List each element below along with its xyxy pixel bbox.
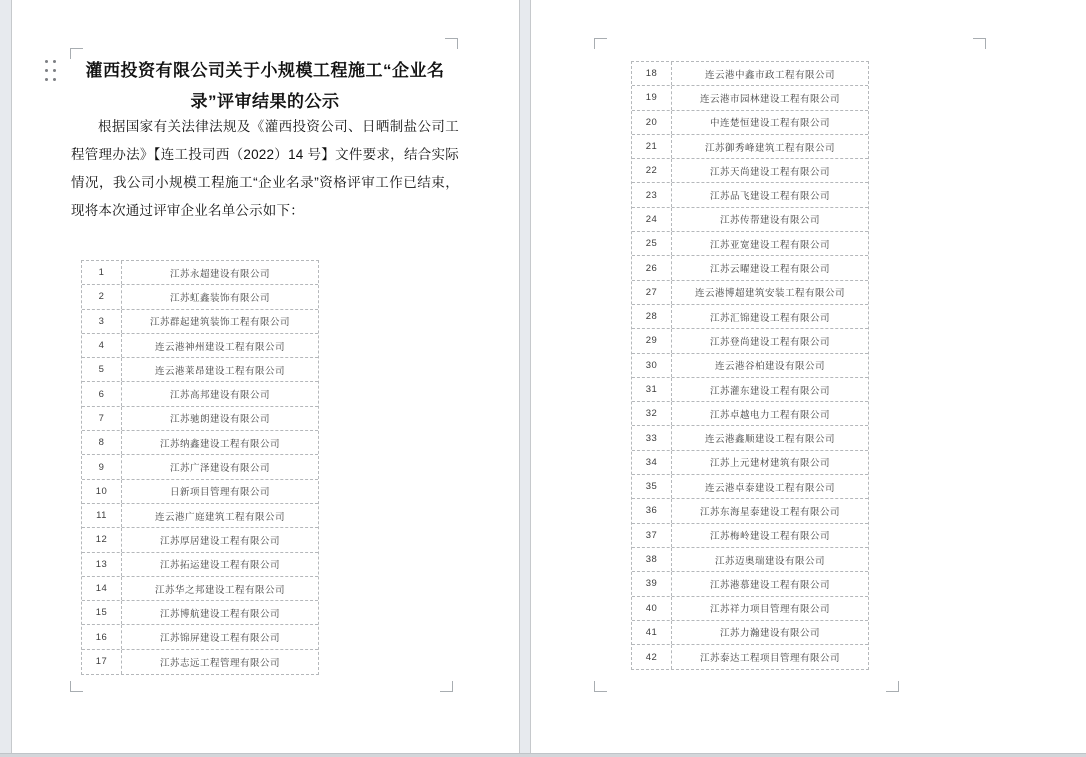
row-number: 37 (632, 524, 672, 547)
table-row (82, 285, 318, 309)
table-row (632, 305, 868, 329)
table-row (632, 86, 868, 110)
company-name: 江苏华之邦建设工程有限公司 (154, 584, 285, 596)
table-row (632, 402, 868, 426)
company-name: 连云港卓泰建设工程有限公司 (704, 482, 835, 494)
company-name: 江苏天尚建设工程有限公司 (709, 166, 830, 178)
text-boundary-corner-mark (973, 38, 986, 49)
company-name: 连云港神州建设工程有限公司 (154, 341, 285, 353)
company-name: 江苏祥力项目管理有限公司 (709, 604, 830, 616)
company-name: 江苏迈奥瑞建设有限公司 (714, 555, 825, 567)
table-row (82, 455, 318, 479)
table-row (82, 601, 318, 625)
row-number: 21 (632, 135, 672, 158)
table-row (632, 426, 868, 450)
company-name: 江苏拓运建设工程有限公司 (159, 560, 280, 572)
row-number: 36 (632, 499, 672, 522)
company-name: 江苏传帮建设有限公司 (719, 215, 820, 227)
table-row (632, 378, 868, 402)
company-name: 江苏卓越电力工程有限公司 (709, 409, 830, 421)
company-name: 江苏品飞建设工程有限公司 (709, 191, 830, 203)
row-number: 31 (632, 378, 672, 401)
row-number: 16 (82, 625, 122, 648)
company-name: 江苏汇锦建设工程有限公司 (709, 312, 830, 324)
document-paragraph: 根据国家有关法律法规及《灌西投资公司、日晒制盐公司工程管理办法》【连工投司西（2022）14 号】文件要求，结合实际情况，我公司小规模工程施工“企业名录”资格评审工作已结束，现将本次通过评审企业名单公示如下： (71, 119, 459, 218)
table-row (82, 261, 318, 285)
company-name: 江苏纳鑫建设工程有限公司 (159, 438, 280, 450)
company-name: 中连楚恒建设工程有限公司 (709, 118, 830, 130)
row-number: 27 (632, 281, 672, 304)
row-number: 33 (632, 426, 672, 449)
company-name: 江苏上元建材建筑有限公司 (709, 458, 830, 470)
row-number: 15 (82, 601, 122, 624)
company-name: 江苏群起建筑装饰工程有限公司 (149, 317, 290, 329)
bottom-scroll-strip[interactable] (0, 753, 1086, 757)
table-row (82, 625, 318, 649)
text-boundary-corner-mark (594, 681, 607, 692)
company-name: 江苏永超建设有限公司 (169, 268, 270, 280)
row-number: 9 (82, 455, 122, 478)
company-name: 江苏港慕建设工程有限公司 (709, 579, 830, 591)
row-number: 2 (82, 285, 122, 308)
company-name: 江苏御秀峰建筑工程有限公司 (704, 142, 835, 154)
company-name: 江苏梅岭建设工程有限公司 (709, 531, 830, 543)
table-row (82, 310, 318, 334)
text-boundary-corner-mark (445, 38, 458, 49)
row-number: 41 (632, 621, 672, 644)
row-number: 29 (632, 329, 672, 352)
company-name: 连云港谷柏建设有限公司 (714, 361, 825, 373)
row-number: 8 (82, 431, 122, 454)
table-row (632, 548, 868, 572)
table-row (632, 499, 868, 523)
table-row (632, 329, 868, 353)
row-number: 12 (82, 528, 122, 551)
row-number: 14 (82, 577, 122, 600)
row-number: 22 (632, 159, 672, 182)
row-number: 42 (632, 645, 672, 669)
company-name: 江苏泰达工程项目管理有限公司 (699, 653, 840, 665)
companies-table-page1 (81, 260, 319, 675)
row-number: 24 (632, 208, 672, 231)
company-name: 江苏驰朗建设有限公司 (169, 414, 270, 426)
company-name: 江苏广泽建设有限公司 (169, 463, 270, 475)
company-name: 江苏锦屏建设工程有限公司 (159, 633, 280, 645)
company-name: 江苏东海星泰建设工程有限公司 (699, 506, 840, 518)
document-page-1[interactable] (11, 0, 520, 754)
table-row (632, 597, 868, 621)
row-number: 19 (632, 86, 672, 109)
row-number: 1 (82, 261, 122, 284)
table-row (82, 382, 318, 406)
table-row (632, 645, 868, 669)
row-number: 4 (82, 334, 122, 357)
row-number: 38 (632, 548, 672, 571)
company-name: 江苏志远工程管理有限公司 (159, 657, 280, 669)
table-row (632, 159, 868, 183)
text-boundary-corner-mark (440, 681, 453, 692)
document-page-2[interactable] (530, 0, 1086, 754)
table-row (632, 208, 868, 232)
row-number: 11 (82, 504, 122, 527)
company-name: 江苏博航建设工程有限公司 (159, 608, 280, 620)
table-row (632, 475, 868, 499)
row-number: 13 (82, 553, 122, 576)
company-name: 连云港博超建筑安装工程有限公司 (694, 288, 845, 300)
company-name: 江苏登尚建设工程有限公司 (709, 336, 830, 348)
row-number: 39 (632, 572, 672, 595)
table-row (632, 256, 868, 280)
row-number: 26 (632, 256, 672, 279)
row-number: 23 (632, 183, 672, 206)
table-row (632, 62, 868, 86)
text-boundary-corner-mark (886, 681, 899, 692)
row-number: 3 (82, 310, 122, 333)
company-name: 江苏灌东建设工程有限公司 (709, 385, 830, 397)
document-title: 灌西投资有限公司关于小规模工程施工“企业名录”评审结果的公示 (85, 61, 445, 111)
table-row (82, 358, 318, 382)
table-row (632, 451, 868, 475)
company-name: 连云港莱昂建设工程有限公司 (154, 365, 285, 377)
row-number: 20 (632, 111, 672, 134)
row-number: 6 (82, 382, 122, 405)
company-name: 江苏力瀚建设有限公司 (719, 628, 820, 640)
table-row (82, 407, 318, 431)
row-number: 7 (82, 407, 122, 430)
company-name: 江苏厚居建设工程有限公司 (159, 535, 280, 547)
text-boundary-corner-mark (70, 681, 83, 692)
company-name: 江苏亚宽建设工程有限公司 (709, 239, 830, 251)
company-name: 连云港中鑫市政工程有限公司 (704, 69, 835, 81)
table-row (632, 572, 868, 596)
text-boundary-corner-mark (594, 38, 607, 49)
company-name: 连云港市园林建设工程有限公司 (699, 93, 840, 105)
company-name: 江苏高邦建设有限公司 (169, 390, 270, 402)
company-name: 江苏虹鑫装饰有限公司 (169, 292, 270, 304)
row-number: 5 (82, 358, 122, 381)
row-number: 25 (632, 232, 672, 255)
table-row (632, 354, 868, 378)
company-name: 日新项目管理有限公司 (169, 487, 270, 499)
table-row (82, 650, 318, 674)
table-row (632, 621, 868, 645)
table-row (632, 135, 868, 159)
table-row (632, 232, 868, 256)
table-row (632, 111, 868, 135)
company-name: 连云港广庭建筑工程有限公司 (154, 511, 285, 523)
row-number: 34 (632, 451, 672, 474)
drag-handle-icon[interactable] (45, 60, 56, 81)
row-number: 32 (632, 402, 672, 425)
row-number: 18 (632, 62, 672, 85)
table-row (632, 183, 868, 207)
row-number: 17 (82, 650, 122, 674)
table-row (82, 480, 318, 504)
table-row (82, 504, 318, 528)
company-name: 江苏云曜建设工程有限公司 (709, 264, 830, 276)
table-row (82, 553, 318, 577)
row-number: 40 (632, 597, 672, 620)
companies-table-page2 (631, 61, 869, 670)
company-name: 连云港鑫顺建设工程有限公司 (704, 434, 835, 446)
table-row (632, 524, 868, 548)
row-number: 10 (82, 480, 122, 503)
table-row (82, 577, 318, 601)
row-number: 35 (632, 475, 672, 498)
row-number: 28 (632, 305, 672, 328)
table-row (82, 334, 318, 358)
table-row (82, 528, 318, 552)
row-number: 30 (632, 354, 672, 377)
table-row (632, 281, 868, 305)
table-row (82, 431, 318, 455)
